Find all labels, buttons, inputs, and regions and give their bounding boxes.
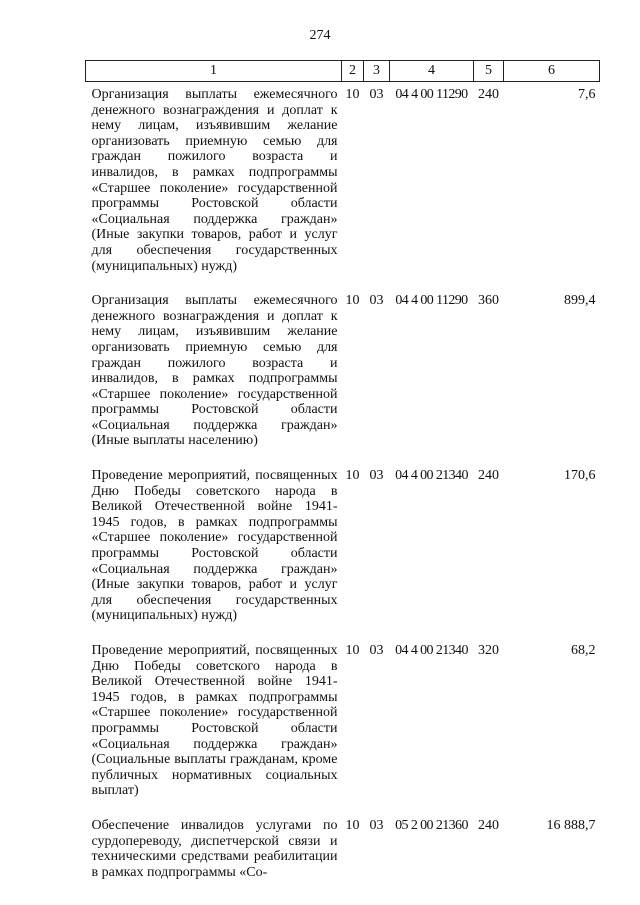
table-row [86, 813, 600, 894]
row-section: 10 [345, 87, 360, 102]
page-number: 274 [309, 28, 331, 43]
row-type: 320 [478, 643, 499, 658]
row-amount: 899,4 [564, 293, 596, 309]
row-section: 10 [345, 468, 360, 484]
row-section: 10 [345, 643, 360, 658]
table-row [86, 638, 600, 813]
budget-table [85, 60, 600, 894]
row-section: 10 [345, 817, 360, 833]
row-name: Проведение мероприятий, посвященных Дню Победы советского народа в Великой Отечественной войне 1941-1945 годов, в рамках подпрограммы «Старшее поколение» государственной программы Ростовской области «Социальная поддержка граждан» (Иные закупки товаров, работ и услуг для обеспечения государственных (муниципальных) нужд) [91, 468, 338, 624]
column-header-amount: 6 [504, 61, 600, 82]
row-target: 04 4 00 11290 [395, 87, 468, 102]
row-type: 240 [478, 87, 499, 102]
row-type: 240 [478, 468, 499, 484]
row-amount: 68,2 [571, 643, 596, 658]
row-amount: 7,6 [578, 87, 596, 102]
row-target: 04 4 00 21340 [395, 643, 468, 658]
table-row [86, 463, 600, 638]
row-subsection: 03 [369, 468, 384, 484]
row-target: 04 4 00 11290 [395, 293, 468, 309]
row-subsection: 03 [369, 87, 384, 102]
row-target: 04 4 00 21340 [395, 468, 468, 484]
column-header-target: 4 [390, 61, 474, 82]
row-name: Организация выплаты ежемесячного денежного вознаграждения и доплат к нему лицам, изъявившим желание организовать приемную семью для граждан пожилого возраста и инвалидов, в рамках подпрограммы «Старшее поколение» государственной программы Ростовской области «Социальная поддержка граждан» (Иные закупки товаров, работ и услуг для обеспечения государственных (муниципальных) нужд) [91, 87, 338, 274]
column-header-type: 5 [474, 61, 504, 82]
row-amount: 170,6 [564, 468, 596, 484]
row-section: 10 [345, 293, 360, 309]
row-subsection: 03 [369, 643, 384, 658]
row-name: Организация выплаты ежемесячного денежного вознаграждения и доплат к нему лицам, изъявившим желание организовать приемную семью для граждан пожилого возраста и инвалидов, в рамках подпрограммы «Старшее поколение» государственной программы Ростовской области «Социальная поддержка граждан» (Иные выплаты населению) [91, 293, 338, 449]
row-subsection: 03 [369, 817, 384, 833]
row-amount: 16 888,7 [546, 817, 596, 833]
table-row [86, 288, 600, 463]
row-name: Обеспечение инвалидов услугами по сурдопереводу, диспетчерской связи и техническими средствами реабилитации в рамках подпрограммы «Со- [91, 817, 338, 880]
row-subsection: 03 [369, 293, 384, 309]
table-header-row [86, 61, 600, 82]
column-header-subsection: 3 [364, 61, 390, 82]
table-row [86, 82, 600, 289]
row-name: Проведение мероприятий, посвященных Дню Победы советского народа в Великой Отечественной войне 1941-1945 годов, в рамках подпрограммы «Старшее поколение» государственной программы Ростовской области «Социальная поддержка граждан» (Социальные выплаты гражданам, кроме публичных нормативных социальных выплат) [91, 643, 338, 799]
column-header-name: 1 [86, 61, 342, 82]
row-target: 05 2 00 21360 [395, 817, 468, 833]
row-type: 360 [478, 293, 499, 309]
column-header-section: 2 [342, 61, 364, 82]
row-type: 240 [478, 817, 499, 833]
